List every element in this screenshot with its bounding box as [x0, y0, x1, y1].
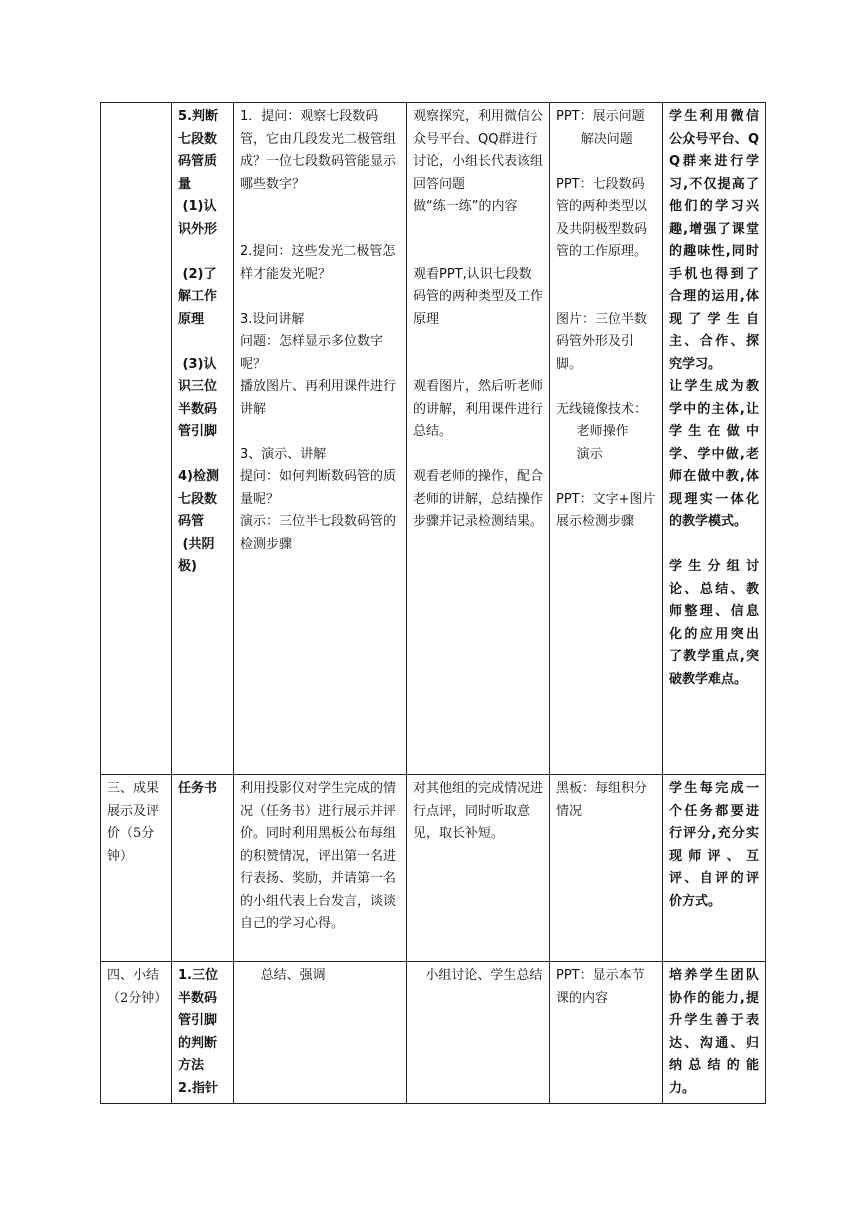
student-activity-cell: 小组讨论、学生总结 [407, 962, 550, 1104]
design-intent-cell: 学生每完成一个任务都要进行评分,充分实现师评、互评、自评的评价方式。 [663, 775, 766, 962]
teacher-activity-cell: 总结、强调 [234, 962, 407, 1104]
design-intent-cell: 学生利用微信公众号平台、QQ群来进行学习,不仅提高了他们的学习兴趣,增强了课堂的趣味性,同时手机也得到了合理的运用,体现了学生自主、合作、探究学习。 让学生成为教学中的主体,让学生在做中学、学中做,老师在做中教,体现理实一体化的教学模式。 学生分组讨论、总结、教师整理、信息化的应用突出了教学重点,突破教学难点。 [663, 103, 766, 775]
design-intent-cell: 培养学生团队协作的能力,提升学生善于表达、沟通、归纳总结的能力。 [663, 962, 766, 1104]
stage-cell: 四、小结（2分钟） [101, 962, 172, 1104]
media-cell: 黑板：每组积分情况 [550, 775, 663, 962]
content-cell: 1.三位半数码管引脚的判断方法 2.指针 [172, 962, 234, 1104]
student-activity-cell: 观察探究，利用微信公众号平台、QQ群进行讨论，小组长代表该组回答问题 做“练一练”的内容 观看PPT,认识七段数码管的两种类型及工作原理 观看图片，然后听老师的讲解，利用课件进行总结。 观看老师的操作，配合老师的讲解，总结操作步骤并记录检测结果。 [407, 103, 550, 775]
table-row [101, 103, 766, 775]
stage-cell [101, 103, 172, 775]
media-cell: PPT：显示本节课的内容 [550, 962, 663, 1104]
student-activity-cell: 对其他组的完成情况进行点评，同时听取意见，取长补短。 [407, 775, 550, 962]
teacher-activity-cell: 利用投影仪对学生完成的情况（任务书）进行展示并评价。同时利用黑板公布每组的积赞情况，评出第一名进行表扬、奖励，并请第一名的小组代表上台发言，谈谈自己的学习心得。 [234, 775, 407, 962]
stage-cell: 三、成果展示及评价（5分钟） [101, 775, 172, 962]
content-cell: 5.判断七段数码管质量 (1)认识外形 (2)了解工作原理 (3)认识三位半数码管引脚 4)检测七段数码管 (共阴极) [172, 103, 234, 775]
teacher-activity-cell: 1．提问：观察七段数码管，它由几段发光二极管组成？一位七段数码管能显示哪些数字？ 2.提问：这些发光二极管怎样才能发光呢？ 3.设问讲解 问题：怎样显示多位数字呢？ 播放图片、再利用课件进行讲解 3、演示、讲解 提问：如何判断数码管的质量呢？ 演示：三位半七段数码管的检测步骤 [234, 103, 407, 775]
media-cell: PPT：展示问题 解决问题 PPT：七段数码管的两种类型以及共阴极型数码管的工作原理。 图片：三位半数码管外形及引脚。 无线镜像技术： 老师操作 演示 PPT：文字+图片展示检测步骤 [550, 103, 663, 775]
lesson-plan-table [100, 102, 766, 1104]
table-row [101, 962, 766, 1104]
table-row [101, 775, 766, 962]
content-cell: 任务书 [172, 775, 234, 962]
